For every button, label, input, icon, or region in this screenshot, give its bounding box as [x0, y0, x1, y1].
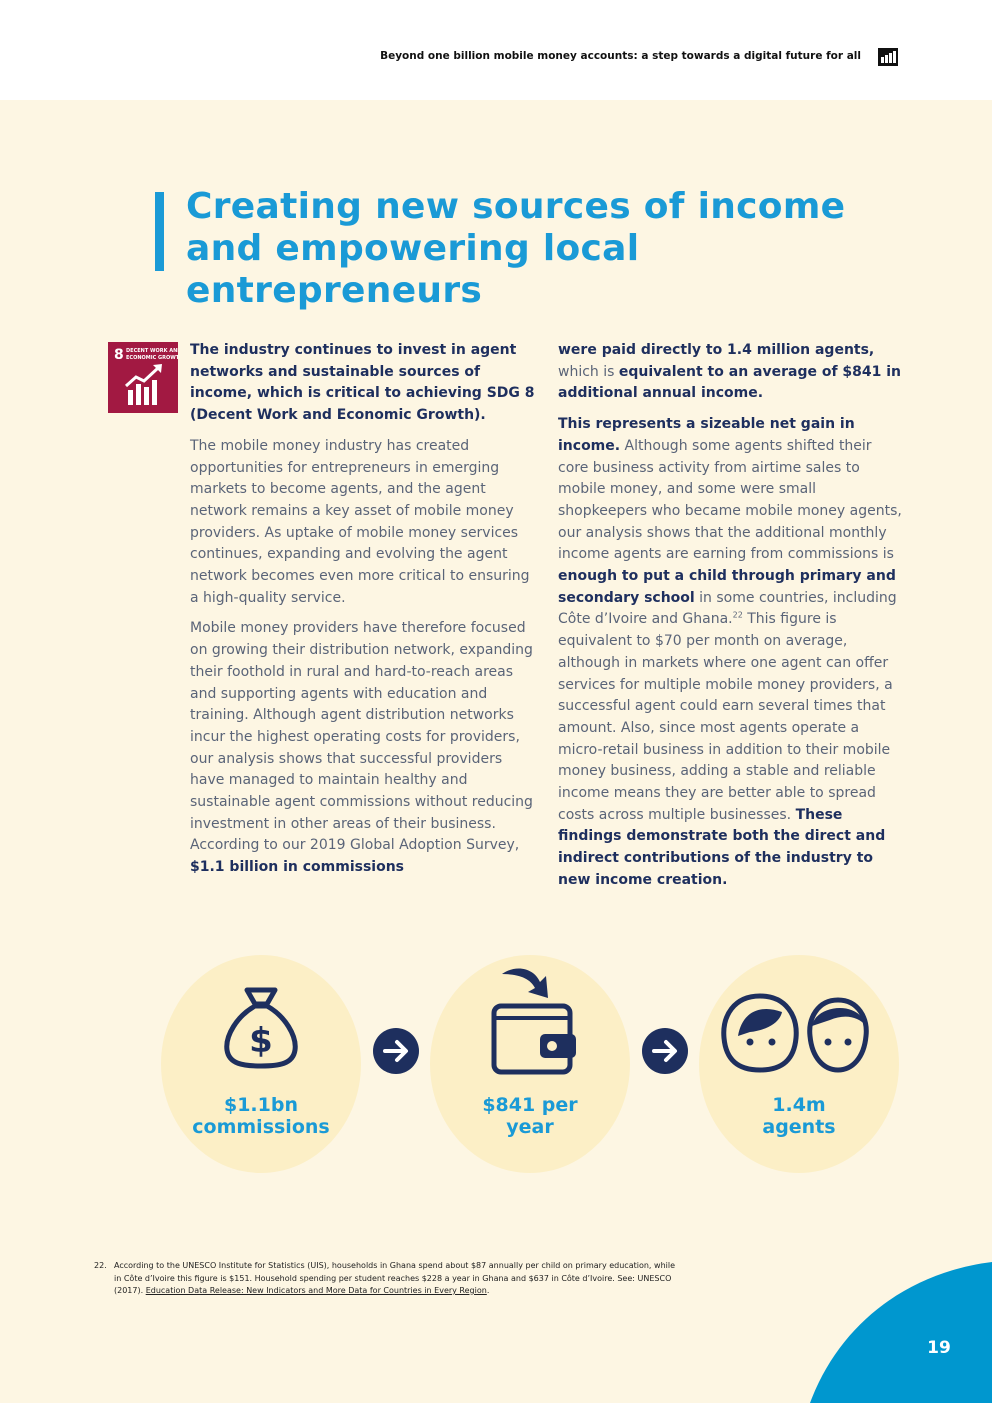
text-column-right: [558, 340, 903, 901]
sdg-badge: [108, 342, 178, 413]
stat-value: 1.4m: [772, 1094, 826, 1116]
footnote-number: 22.: [94, 1261, 107, 1270]
stat-annual-income: [430, 1094, 630, 1138]
sdg-label-line1: DECENT WORK AND: [126, 348, 178, 354]
arrow-right-icon: [642, 1028, 688, 1074]
report-title: Beyond one billion mobile money accounts: a step towards a digital future for all: [380, 50, 861, 62]
corner-decoration: [810, 1262, 992, 1403]
sdg-label-line2: ECONOMIC GROWTH: [126, 355, 178, 361]
body-paragraph: This represents a sizeable net gain in income. Although some agents shifted their core business activity from airtime sales to mobile money, and some were small shopkeepers who became mobile money agents, our analysis shows that the additional monthly income agents are earning from commissions is enough to put a child through primary and secondary school in some countries, including Côte d’Ivoire and Ghana.$^{22}$ This figure is equivalent to $70 per month on average, although in markets where one agent can offer services for multiple mobile money providers, a successful agent could earn several times that amount. Also, since most agents operate a micro-retail business in addition to their mobile money business, adding a stable and reliable income means they are better able to spread costs across multiple businesses. These findings demonstrate both the direct and indirect contributions of the industry to new income creation.: [558, 416, 902, 888]
arrow-right-icon: [373, 1028, 419, 1074]
body-paragraph: The mobile money industry has created opportunities for entrepreneurs in emerging markets to become agents, and the agent network remains a key asset of mobile money providers. As uptake of mobile money services continues, expanding and evolving the agent network becomes even more critical to ensuring a high-quality service.: [190, 437, 530, 606]
footnote-link[interactable]: Education Data Release: New Indicators and More Data for Countries in Every Region: [145, 1286, 487, 1295]
document-stack-icon: [878, 48, 898, 66]
footnote: [94, 1260, 684, 1298]
footnote-ref: 22: [732, 610, 743, 620]
page-number: 19: [927, 1338, 951, 1358]
body-paragraph: Mobile money providers have therefore focused on growing their distribution network, expanding their foothold in rural and hard-to-reach areas and supporting agents with education and training. Although agent distribution networks incur the highest operating costs for providers, our analysis shows that successful providers have managed to maintain healthy and sustainable agent commissions without reducing investment in other areas of their business. According to our 2019 Global Adoption Survey, $1.1 billion in commissions: [190, 620, 533, 876]
stat-value: $841 per: [482, 1094, 578, 1116]
svg-text:$: $: [249, 1021, 273, 1061]
text-column-left: [190, 340, 535, 888]
stat-label: agents: [762, 1116, 836, 1138]
sdg-number: 8: [114, 347, 124, 363]
section-title: Creating new sources of income and empowering local entrepreneurs: [186, 186, 846, 311]
body-paragraph: were paid directly to 1.4 million agents, which is equivalent to an average of $841 in additional annual income.: [558, 342, 902, 402]
page-header: [0, 0, 992, 100]
stat-agents: [699, 1094, 899, 1138]
wallet-icon: [490, 962, 580, 1077]
title-accent-bar: [155, 192, 164, 271]
stat-value: $1.1bn: [223, 1094, 298, 1116]
people-icon: [720, 990, 880, 1076]
footnote-text: According to the UNESCO Institute for Statistics (UIS), households in Ghana spend about $87 annually per child on primary education, while in Côte d’Ivoire this figure is $151. Household spending per student reaches $228 a year in Ghana and $637 in Côte d’Ivoire. See: UNESCO (2017). Education Data Release: New Indicators and More Data for Countries in Every Region.: [114, 1261, 675, 1295]
growth-chart-icon: [108, 342, 178, 413]
money-bag-icon: [221, 984, 301, 1070]
stat-commissions: [161, 1094, 361, 1138]
stat-label: commissions: [192, 1116, 330, 1138]
stat-label: year: [506, 1116, 554, 1138]
lead-paragraph: The industry continues to invest in agent networks and sustainable sources of income, which is critical to achieving SDG 8 (Decent Work and Economic Growth).: [190, 342, 535, 424]
